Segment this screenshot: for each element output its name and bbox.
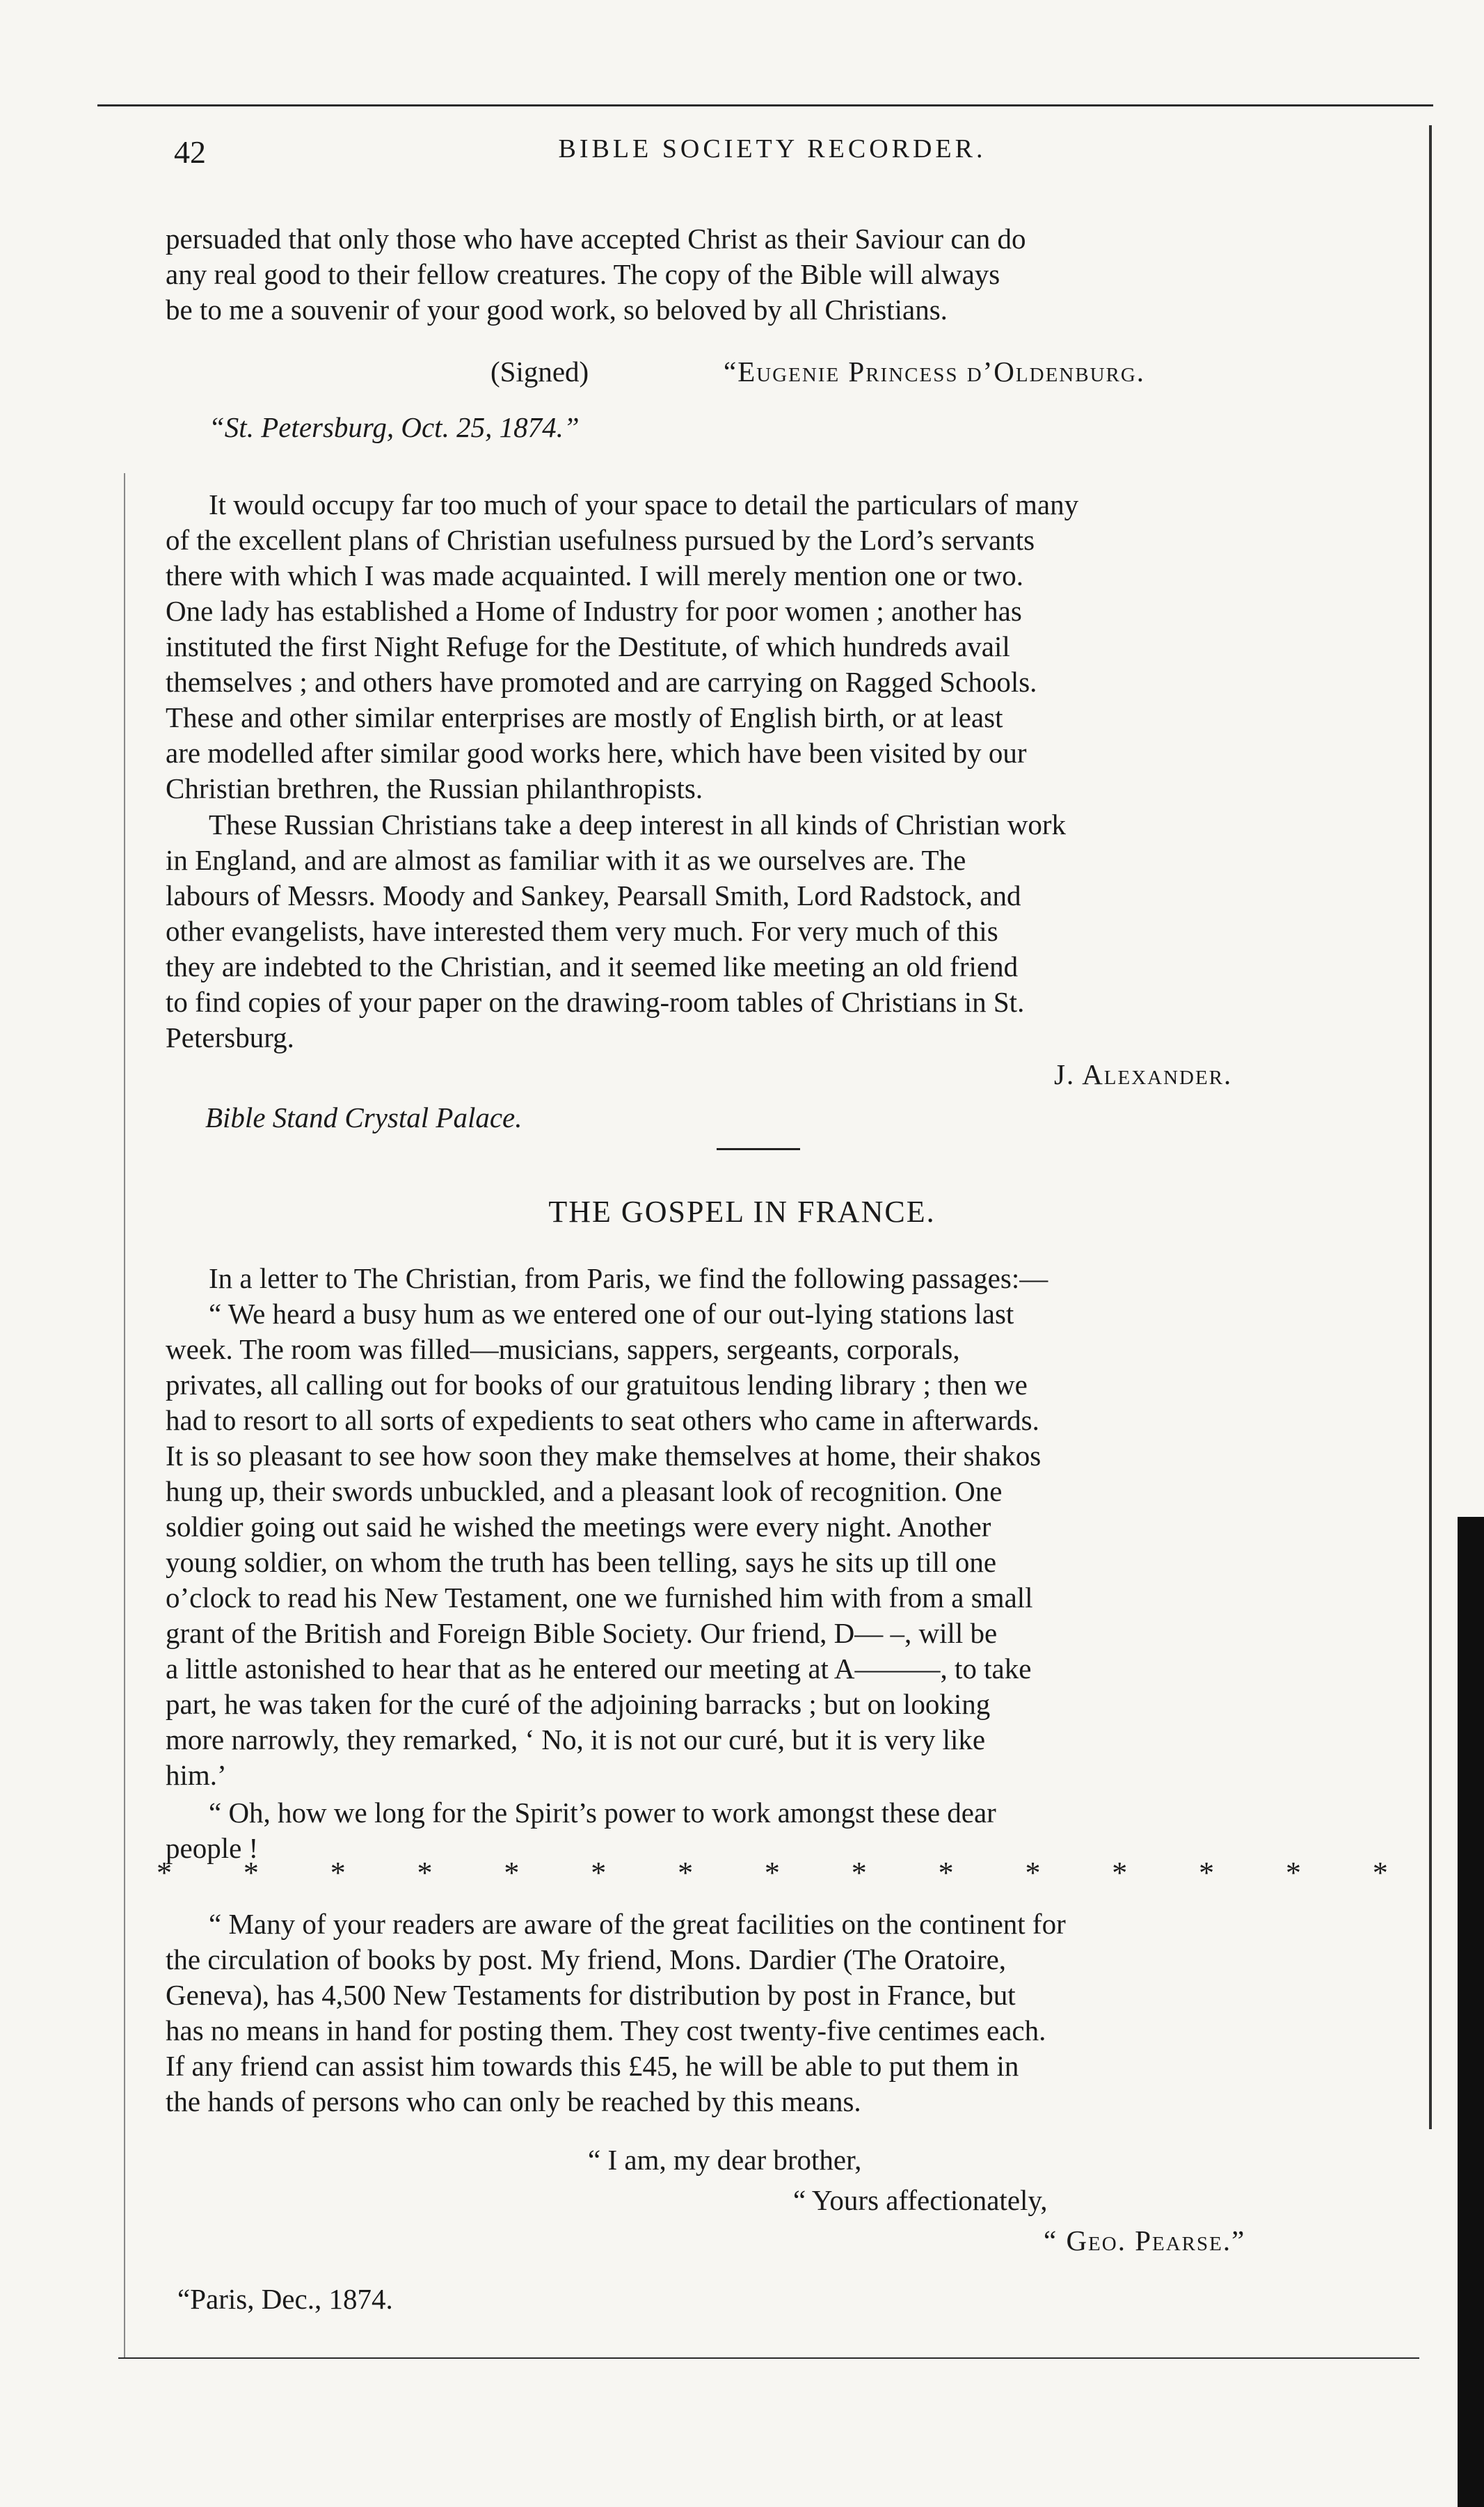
text-line: soldier going out said he wished the meetings were every night. Another (166, 1511, 991, 1543)
running-title: BIBLE SOCIETY RECORDER. (558, 134, 987, 164)
star: * (504, 1856, 520, 1890)
section-divider (717, 1148, 800, 1150)
page-edge-shadow (1458, 1517, 1484, 2507)
closing-signature: “ Geo. Pearse.” (1044, 2225, 1246, 2257)
closing-salutation: “ I am, my dear brother, (588, 2144, 862, 2176)
text-line: If any friend can assist him towards this £45, he will be able to put them in (166, 2050, 1019, 2082)
text-line: In a letter to The Christian, from Paris, we find the following passages:— (209, 1262, 1048, 1294)
text-line: It is so pleasant to see how soon they make themselves at home, their shakos (166, 1440, 1042, 1472)
star: * (764, 1856, 780, 1890)
text-line: “ Oh, how we long for the Spirit’s power to work amongst these dear (209, 1797, 996, 1829)
text-line: any real good to their fellow creatures. The copy of the Bible will always (166, 258, 1000, 290)
dateline-paris: “Paris, Dec., 1874. (177, 2283, 393, 2315)
bottom-rule (118, 2357, 1419, 2359)
top-rule (97, 104, 1433, 106)
signatory: “Eugenie Princess d’Oldenburg. (724, 356, 1146, 388)
text-line: be to me a souvenir of your good work, so beloved by all Christians. (166, 294, 948, 326)
text-line: week. The room was filled—musicians, sappers, sergeants, corporals, (166, 1333, 960, 1365)
star: * (678, 1856, 694, 1890)
text-line: themselves ; and others have promoted and are carrying on Ragged Schools. (166, 666, 1037, 698)
text-line: privates, all calling out for books of our gratuitous lending library ; then we (166, 1369, 1028, 1401)
text-line: other evangelists, have interested them very much. For very much of this (166, 915, 998, 947)
text-line: people ! (166, 1832, 259, 1864)
text-line: o’clock to read his New Testament, one we furnished him with from a small (166, 1582, 1033, 1614)
text-line: One lady has established a Home of Industry for poor women ; another has (166, 595, 1022, 627)
right-border-line (1429, 125, 1432, 2129)
letter-opening (166, 221, 1376, 328)
star: * (1285, 1856, 1301, 1890)
left-border-line (124, 473, 125, 2359)
text-line: the hands of persons who can only be reached by this means. (166, 2085, 861, 2117)
page-header (174, 134, 1371, 182)
star: * (157, 1856, 172, 1890)
text-line: are modelled after similar good works here, which have been visited by our (166, 737, 1027, 769)
text-line: These and other similar enterprises are mostly of English birth, or at least (166, 701, 1003, 733)
text-line: Geneva), has 4,500 New Testaments for distribution by post in France, but (166, 1979, 1016, 2011)
text-line: has no means in hand for posting them. They cost twenty-five centimes each. (166, 2014, 1046, 2046)
section-title: THE GOSPEL IN FRANCE. (548, 1195, 936, 1229)
text-line: of the excellent plans of Christian usefulness pursued by the Lord’s servants (166, 524, 1035, 556)
star: * (851, 1856, 867, 1890)
dateline-st-petersburg: “St. Petersburg, Oct. 25, 1874.” (209, 411, 580, 443)
text-line: Christian brethren, the Russian philanthropists. (166, 772, 703, 804)
text-line: they are indebted to the Christian, and it seemed like meeting an old friend (166, 950, 1019, 982)
text-line: labours of Messrs. Moody and Sankey, Pearsall Smith, Lord Radstock, and (166, 880, 1021, 912)
text-line: It would occupy far too much of your space to detail the particulars of many (209, 488, 1079, 520)
star: * (591, 1856, 607, 1890)
text-line: persuaded that only those who have accepted Christ as their Saviour can do (166, 223, 1026, 255)
text-line: grant of the British and Foreign Bible Society. Our friend, D— –, will be (166, 1617, 998, 1649)
text-line: part, he was taken for the curé of the adjoining barracks ; but on looking (166, 1688, 991, 1720)
text-line: “ We heard a busy hum as we entered one of our out-lying stations last (209, 1298, 1014, 1330)
text-line: more narrowly, they remarked, ‘ No, it is not our curé, but it is very like (166, 1724, 986, 1756)
text-line: “ Many of your readers are aware of the great facilities on the continent for (209, 1908, 1066, 1940)
gospel-paragraph-1 (166, 1261, 1376, 1793)
closing-affection: “ Yours affectionately, (793, 2184, 1048, 2216)
author-signature: J. Alexander. (1054, 1058, 1233, 1090)
text-line: to find copies of your paper on the drawing-room tables of Christians in St. (166, 986, 1025, 1018)
star: * (243, 1856, 259, 1890)
author-location: Bible Stand Crystal Palace. (205, 1101, 522, 1133)
gospel-paragraph-3 (166, 1907, 1376, 2119)
text-line: young soldier, on whom the truth has been telling, says he sits up till one (166, 1546, 997, 1578)
text-line: instituted the first Night Refuge for the Destitute, of which hundreds avail (166, 630, 1010, 662)
text-line: Petersburg. (166, 1021, 294, 1053)
star: * (938, 1856, 954, 1890)
text-line: These Russian Christians take a deep interest in all kinds of Christian work (209, 809, 1067, 841)
text-line: there with which I was made acquainted. I will merely mention one or two. (166, 559, 1024, 591)
signed-label: (Signed) (490, 356, 589, 388)
star: * (1199, 1856, 1215, 1890)
star: * (1112, 1856, 1128, 1890)
text-line: a little astonished to hear that as he entered our meeting at A———, to take (166, 1653, 1032, 1685)
star: * (1025, 1856, 1041, 1890)
star: * (417, 1856, 433, 1890)
report-paragraph-1 (166, 487, 1376, 806)
text-line: had to resort to all sorts of expedients to seat others who came in afterwards. (166, 1404, 1039, 1436)
star: * (330, 1856, 346, 1890)
page-number: 42 (174, 134, 206, 170)
text-line: the circulation of books by post. My friend, Mons. Dardier (The Oratoire, (166, 1943, 1007, 1975)
asterism (157, 1855, 1388, 1891)
star: * (1372, 1856, 1388, 1890)
report-paragraph-2 (166, 807, 1376, 1056)
text-line: in England, and are almost as familiar with it as we ourselves are. The (166, 844, 966, 876)
text-line: him.’ (166, 1759, 227, 1791)
text-line: hung up, their swords unbuckled, and a pleasant look of recognition. One (166, 1475, 1003, 1507)
